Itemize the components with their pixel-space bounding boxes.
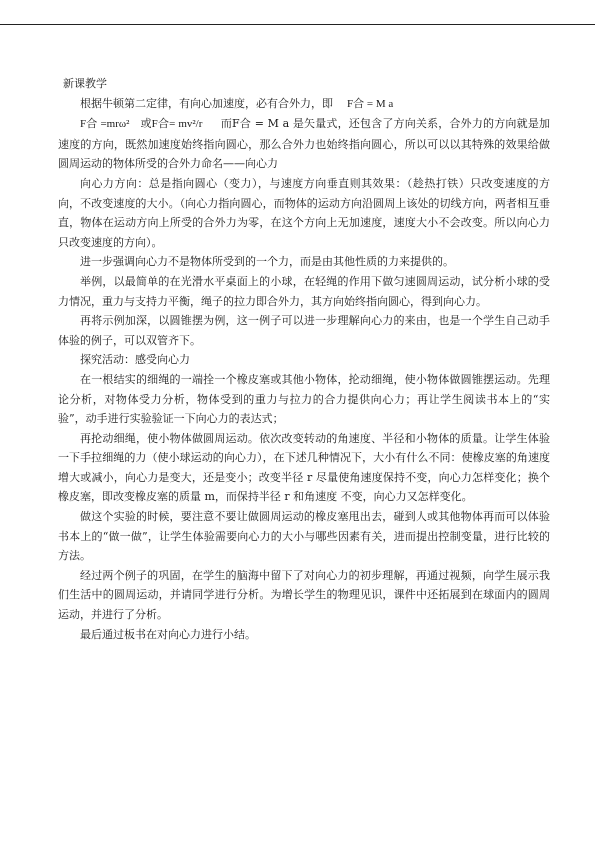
paragraph-example: 举例，以最简单的在光滑水平桌面上的小球，在轻绳的作用下做匀速圆周运动，试分析小球的受力情况，重力与支持力平衡，绳子的拉力即合外力，其方向始终指向圆心，得到向心力。 <box>58 274 550 308</box>
paragraph-experiment-setup: 在一根结实的细绳的一端拴一个橡皮塞或其他小物体，抡动细绳，使小物体做圆锥摆运动。先理论分析，对物体受力分析，物体受到的重力与拉力的合力提供向心力；再让学生阅读书本上的“实验”，动手进行实验验证一下向心力的表达式； <box>58 372 550 426</box>
formula-velocity: F合= mv²/r <box>151 118 203 131</box>
paragraph-newton-law <box>58 94 550 115</box>
document-body <box>58 74 550 644</box>
section-title: 新课教学 <box>63 77 107 90</box>
or-connector: 或 <box>140 117 152 131</box>
vector-explanation: F合 = M a 是矢量式，还包含了方向关系，合外力的方向就是加速度的方向，既然加速度始终指向圆心，那么合外力也始终指向圆心，所以可以以其特殊的效果给做圆周运动的物体所受的合外力命名——向心力 <box>58 117 551 171</box>
paragraph-video: 经过两个例子的巩固，在学生的脑海中留下了对向心力的初步理解，再通过视频，向学生展示我们生活中的圆周运动，并请同学进行分析。为增长学生的物理见识，课件中还拓展到在球面内的圆周运动，并进行了分析。 <box>58 568 550 622</box>
paragraph-safety: 做这个实验的时候，要注意不要让做圆周运动的橡皮塞甩出去，碰到人或其他物体再而可以体验书本上的“做一做”，让学生体验需要向心力的大小与哪些因素有关，进而提出控制变量，进行比较的方法。 <box>58 510 550 563</box>
paragraph-summary: 最后通过板书在对向心力进行小结。 <box>80 627 256 641</box>
paragraph-formulas <box>58 114 550 174</box>
header-rule <box>0 24 595 25</box>
formula-omega: F合 =mrω² <box>80 118 130 131</box>
activity-title: 探究活动：感受向心力 <box>80 353 190 367</box>
newton-law-text: 根据牛顿第二定律，有向心加速度，必有合外力，即 <box>80 96 333 110</box>
paragraph-emphasis: 进一步强调向心力不是物体所受到的一个力，而是由其他性质的力来提供的。 <box>80 255 454 269</box>
and-connector: 而 <box>220 117 233 131</box>
paragraph-experiment-variables: 再抡动细绳，使小物体做圆周运动。依次改变转动的角速度、半径和小物体的质量。让学生体验一下手拉细绳的力（使小球运动的向心力），在下述几种情况下，大小有什么不同：使橡皮塞的角速度 增大或减小，向心力是变大，还是变小；改变半径 r 尽量使角速度保持不变，向心力怎样变化；换个橡皮塞，即改变橡皮塞的质量 m，而保持半径 r 和角速度 不变，向心力又怎样变化。 <box>58 431 550 504</box>
formula-fma: F合 = M a <box>347 97 394 110</box>
paragraph-cone-pendulum: 再将示例加深，以圆锥摆为例，这一例子可以进一步理解向心力的来由，也是一个学生自己动手体验的例子，可以双管齐下。 <box>58 314 550 347</box>
paragraph-direction: 向心力方向：总是指向圆心（变力），与速度方向垂直则其效果：（趁热打铁）只改变速度的方向，不改变速度的大小。（向心力指向圆心，而物体的运动方向沿圆周上该处的切线方向，两者相互垂直，物体在运动方向上所受的合外力为零，在这个方向上无加速度，速度大小不会改变。所以向心力只改变速度的方向）。 <box>58 176 550 249</box>
